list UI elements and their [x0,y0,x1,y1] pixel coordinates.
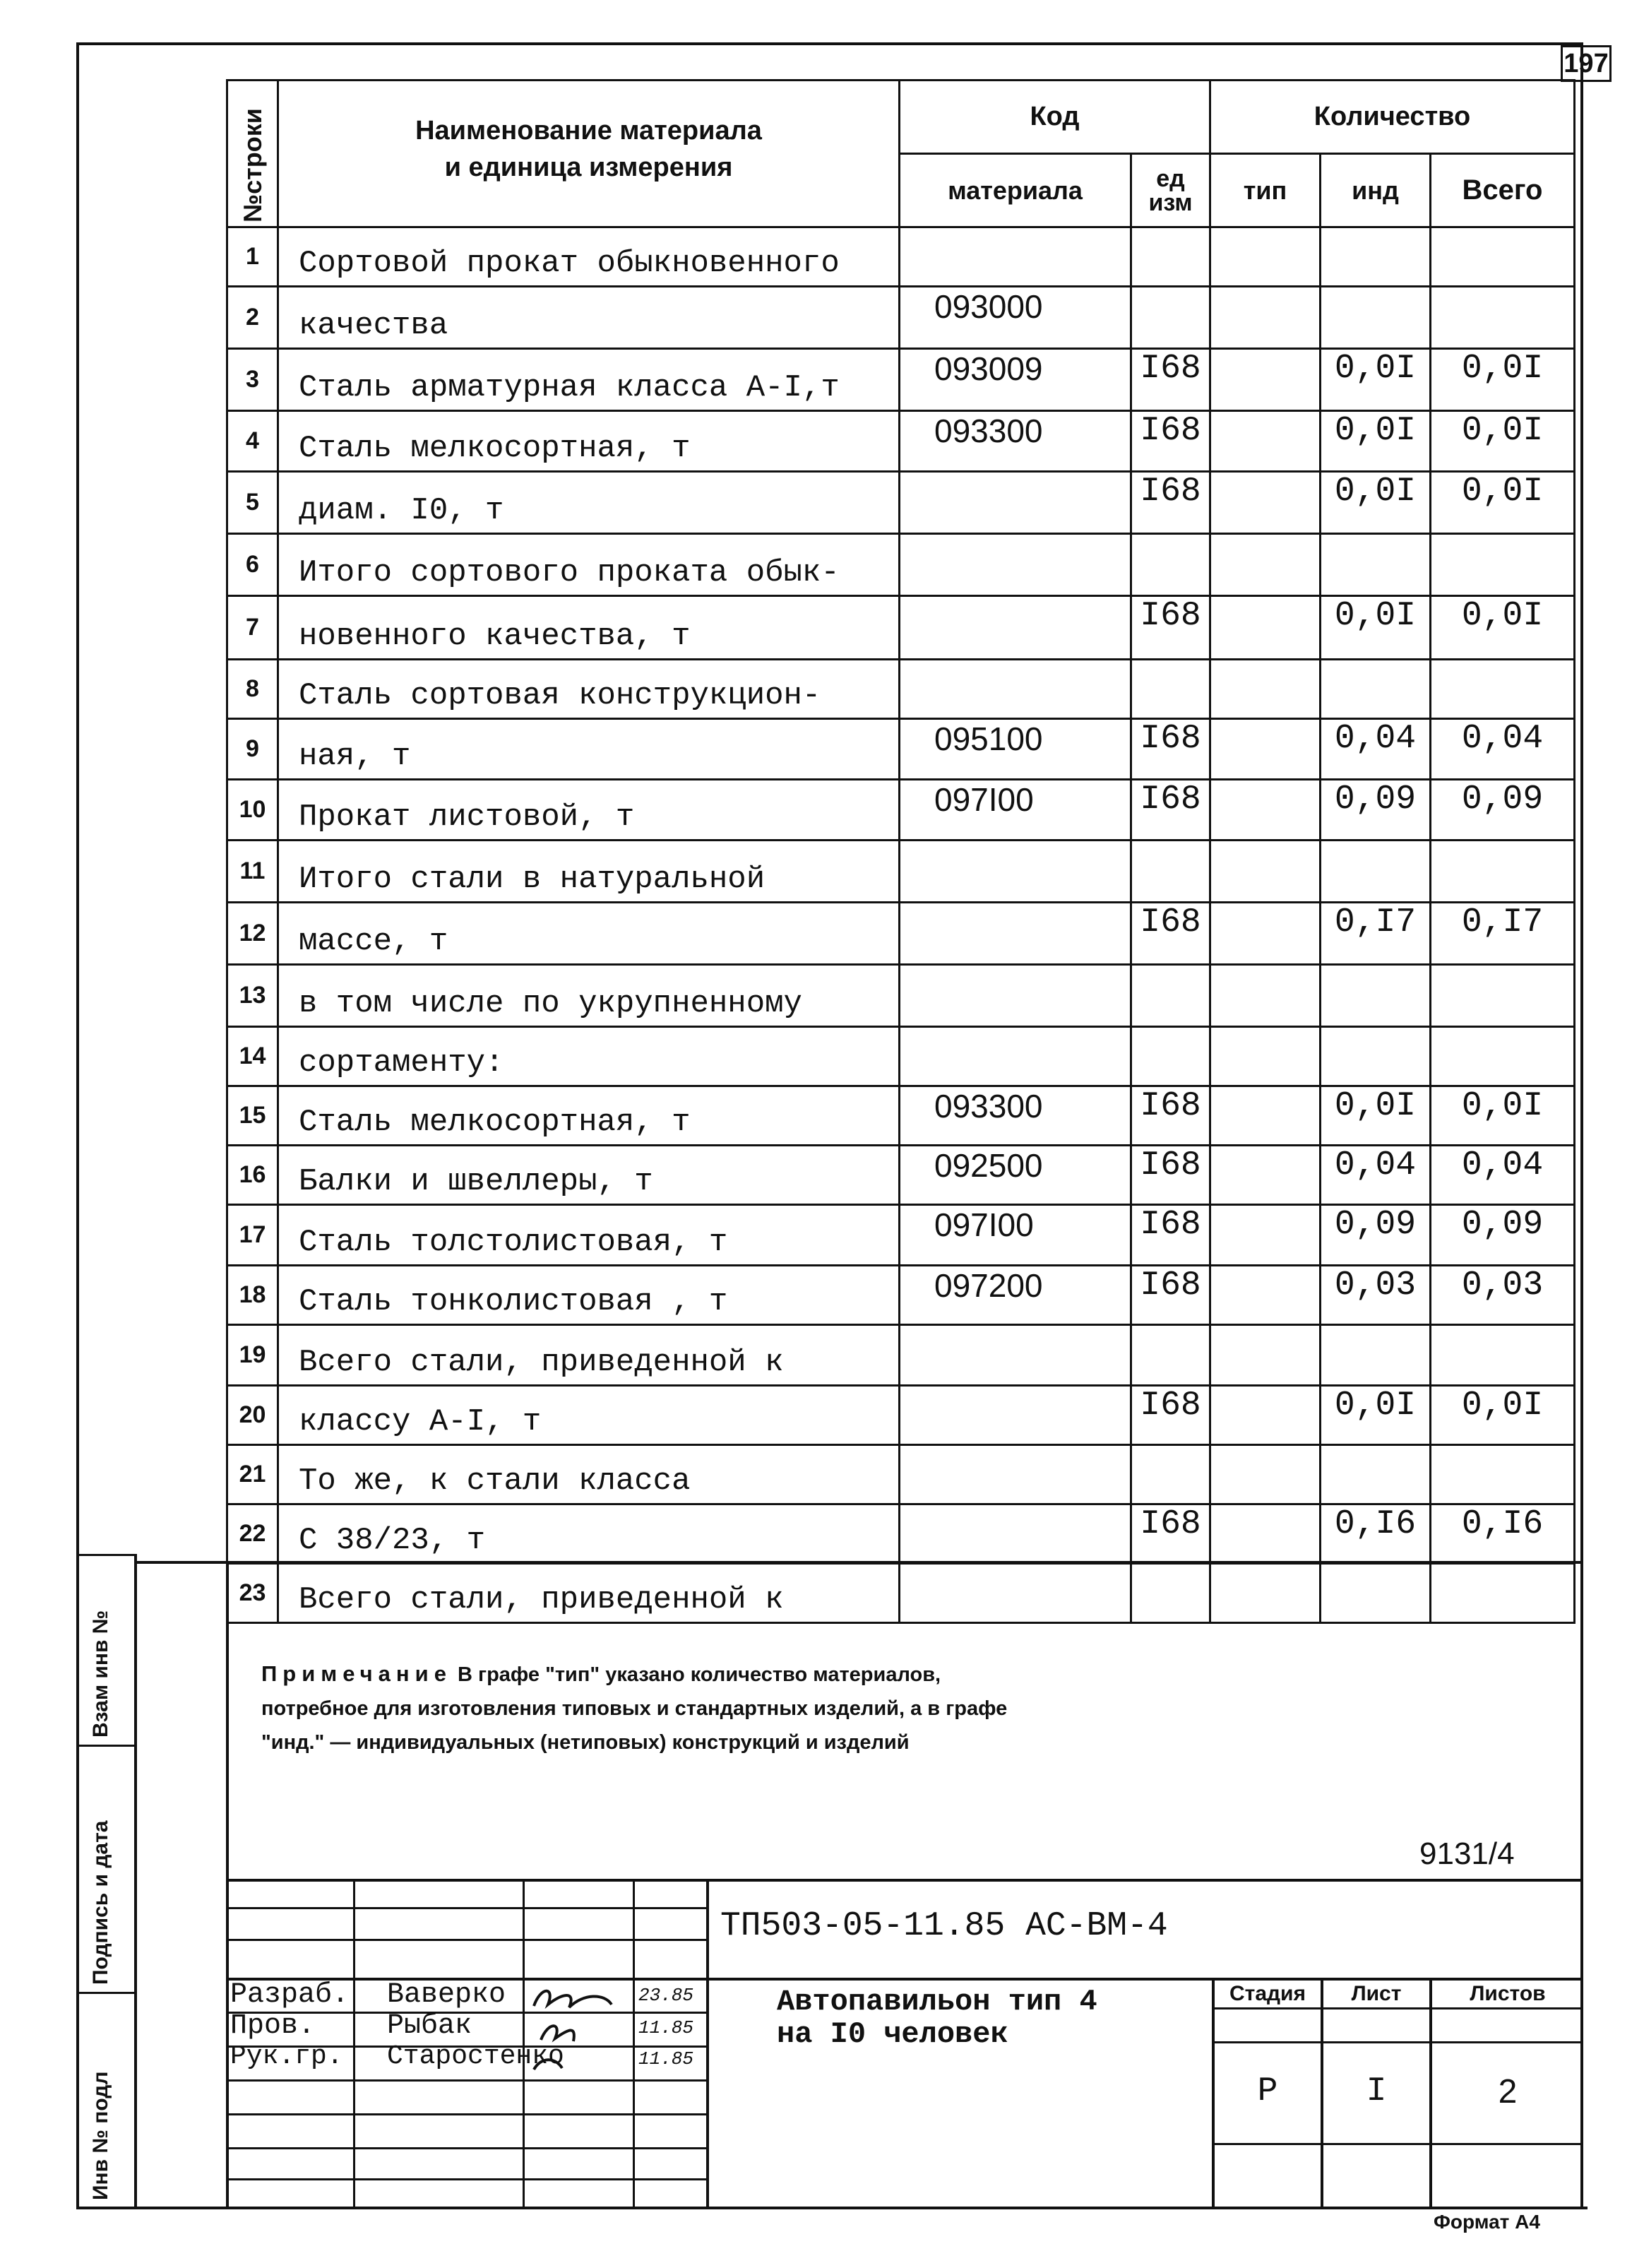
side-column-line [134,1554,137,2207]
doc-code: ТП503-05-11.85 АС-ВМ-4 [720,1907,1168,1945]
table-row [227,1386,1575,1445]
qty-type [1210,1086,1321,1146]
material-name: диам. I0, т [278,472,900,534]
tb-h [1212,2041,1583,2043]
table-row [227,660,1575,719]
note-text: В графе "тип" указано количество материалов, потребное для изготовления типовых и стандартных изделий, а в графе "инд." — индивидуальных (нетиповых) конструкций и изделий [261,1663,1008,1754]
frame-right-line [1580,42,1583,2209]
qty-ind [1321,1027,1431,1086]
row-number: 10 [227,780,278,841]
page-number: 197 [1561,45,1612,82]
materials-table [226,79,1576,1624]
material-name: Итого стали в натуральной [278,841,900,903]
material-name: Сталь мелкосортная, т [278,1086,900,1146]
material-code [900,596,1131,660]
unit-code: I68 [1131,1386,1210,1445]
qty-type [1210,1445,1321,1504]
qty-ind: 0,0I [1321,472,1431,534]
unit-code [1131,1445,1210,1504]
qty-type [1210,719,1321,780]
stage-value: Р [1257,2072,1278,2110]
table-row [227,1445,1575,1504]
qty-total: 0,0I [1431,472,1575,534]
sheet-label: Лист [1351,1982,1402,2005]
unit-code [1131,1564,1210,1623]
unit-code: I68 [1131,1266,1210,1325]
table-row [227,1146,1575,1205]
side-label-sign-date: Подпись и дата [89,1820,112,1985]
row-number: 22 [227,1504,278,1564]
material-code: 093009 [900,349,1131,411]
table-row [227,1564,1575,1623]
qty-total [1431,287,1575,349]
unit-code: I68 [1131,1205,1210,1266]
qty-type [1210,287,1321,349]
row-number: 8 [227,660,278,719]
row-number: 7 [227,596,278,660]
table-row [227,841,1575,903]
material-code [900,1504,1131,1564]
table-row [227,227,1575,287]
table-body [227,227,1575,1623]
qty-type [1210,1325,1321,1386]
material-name: То же, к стали класса [278,1445,900,1504]
material-code: 097I00 [900,1205,1131,1266]
material-name: массе, т [278,903,900,965]
sheet-code: 9131/4 [1419,1836,1515,1871]
qty-type [1210,660,1321,719]
material-name: Сталь толстолистовая, т [278,1205,900,1266]
material-name: Сталь мелкосортная, т [278,411,900,472]
qty-ind: 0,0I [1321,411,1431,472]
tb-v-main [706,1879,709,2207]
material-code [900,1386,1131,1445]
material-name: Сортовой прокат обыкновенного [278,227,900,287]
qty-type [1210,1504,1321,1564]
material-name: Всего стали, приведенной к [278,1564,900,1623]
table-row [227,1504,1575,1564]
material-name: новенного качества, т [278,596,900,660]
qty-total: 0,0I [1431,1086,1575,1146]
qty-total: 0,04 [1431,1146,1575,1205]
qty-type [1210,1386,1321,1445]
qty-total [1431,841,1575,903]
role-1: Разраб. [230,1979,350,2011]
note-top-line [134,1561,1583,1564]
format-label: Формат А4 [1434,2211,1540,2233]
sheets-label: Листов [1470,1982,1546,2005]
qty-ind: 0,I7 [1321,903,1431,965]
qty-type [1210,534,1321,596]
qty-type [1210,1146,1321,1205]
qty-total: 0,0I [1431,1386,1575,1445]
qty-ind: 0,0I [1321,596,1431,660]
material-code: 093000 [900,287,1131,349]
note-lead: Примечание [261,1661,452,1686]
row-number: 2 [227,287,278,349]
unit-code: I68 [1131,411,1210,472]
material-name: классу A-I, т [278,1386,900,1445]
row-number: 17 [227,1205,278,1266]
unit-code [1131,534,1210,596]
material-code [900,227,1131,287]
side-label-inv-orig: Инв № подл [89,2071,112,2200]
material-code [900,903,1131,965]
qty-total [1431,660,1575,719]
qty-type [1210,472,1321,534]
table-row [227,1086,1575,1146]
row-number: 18 [227,1266,278,1325]
qty-type [1210,596,1321,660]
material-code: 097200 [900,1266,1131,1325]
table-row [227,719,1575,780]
material-code: 092500 [900,1146,1131,1205]
qty-type [1210,1564,1321,1623]
material-name: Сталь арматурная класса A-I,т [278,349,900,411]
material-code: 097I00 [900,780,1131,841]
row-number: 9 [227,719,278,780]
row-number: 13 [227,965,278,1027]
qty-total: 0,I7 [1431,903,1575,965]
stage-label: Стадия [1229,1982,1306,2005]
qty-ind [1321,534,1431,596]
header-code-unit: ед изм [1131,154,1210,227]
qty-type [1210,1027,1321,1086]
qty-ind: 0,0I [1321,1386,1431,1445]
material-name: Сталь тонколистовая , т [278,1266,900,1325]
table-row [227,1205,1575,1266]
qty-ind [1321,965,1431,1027]
tb-v [633,1879,635,2207]
qty-total [1431,1445,1575,1504]
date-2: 11.85 [638,2017,694,2038]
table-row [227,411,1575,472]
qty-total: 0,I6 [1431,1504,1575,1564]
table-row [227,965,1575,1027]
unit-code: I68 [1131,349,1210,411]
qty-total: 0,09 [1431,1205,1575,1266]
header-qty-total: Всего [1431,154,1575,227]
row-number: 6 [227,534,278,596]
qty-type [1210,841,1321,903]
material-name: сортаменту: [278,1027,900,1086]
row-number: 4 [227,411,278,472]
qty-type [1210,903,1321,965]
material-name: в том числе по укрупненному [278,965,900,1027]
qty-ind: 0,0I [1321,1086,1431,1146]
side-divider [76,1745,137,1747]
tb-h [1212,2007,1583,2009]
header-name: Наименование материала и единица измерения [278,81,900,227]
unit-code: I68 [1131,903,1210,965]
tb-top-line [226,1879,1583,1882]
qty-total: 0,0I [1431,596,1575,660]
qty-total [1431,227,1575,287]
sheet-value: I [1366,2072,1387,2110]
qty-type [1210,411,1321,472]
table-row [227,287,1575,349]
material-code: 093300 [900,411,1131,472]
row-number: 15 [227,1086,278,1146]
date-3: 11.85 [638,2048,694,2070]
qty-ind: 0,03 [1321,1266,1431,1325]
unit-code: I68 [1131,719,1210,780]
material-code [900,1027,1131,1086]
material-name: качества [278,287,900,349]
qty-total [1431,1564,1575,1623]
unit-code: I68 [1131,1504,1210,1564]
material-code: 093300 [900,1086,1131,1146]
unit-code: I68 [1131,1146,1210,1205]
table-row [227,1325,1575,1386]
qty-total: 0,0I [1431,411,1575,472]
table-row [227,472,1575,534]
sheets-value: 2 [1498,2073,1518,2110]
qty-ind [1321,841,1431,903]
row-number: 3 [227,349,278,411]
unit-code [1131,1027,1210,1086]
row-number: 16 [227,1146,278,1205]
side-label-inv-replace: Взам инв № [89,1610,112,1738]
table-row [227,1027,1575,1086]
qty-total [1431,534,1575,596]
material-code [900,1445,1131,1504]
unit-code [1131,227,1210,287]
tb-h [1212,2143,1583,2145]
row-number: 5 [227,472,278,534]
qty-type [1210,1266,1321,1325]
qty-ind: 0,04 [1321,1146,1431,1205]
qty-total: 0,03 [1431,1266,1575,1325]
header-qty-type: тип [1210,154,1321,227]
frame-bottom-line [76,2207,1588,2209]
tb-v [353,1879,355,2207]
material-name: С 38/23, т [278,1504,900,1564]
material-code [900,660,1131,719]
qty-ind [1321,660,1431,719]
side-divider [76,1554,137,1556]
name-1: Ваверко [387,1979,506,2011]
qty-ind [1321,1325,1431,1386]
qty-type [1210,780,1321,841]
qty-ind [1321,227,1431,287]
qty-ind: 0,I6 [1321,1504,1431,1564]
material-code [900,534,1131,596]
role-3: Рук.гр. [230,2041,343,2072]
unit-code [1131,287,1210,349]
qty-type [1210,965,1321,1027]
header-row-no: №строки [227,81,278,227]
header-code-material: материала [900,154,1131,227]
material-code [900,841,1131,903]
row-number: 1 [227,227,278,287]
qty-total: 0,0I [1431,349,1575,411]
date-1: 23.85 [638,1985,694,2006]
row-number: 11 [227,841,278,903]
material-name: Всего стали, приведенной к [278,1325,900,1386]
qty-ind: 0,09 [1321,780,1431,841]
table-row [227,780,1575,841]
unit-code: I68 [1131,1086,1210,1146]
qty-total: 0,04 [1431,719,1575,780]
title-line2: на I0 человек [777,2017,1008,2051]
name-2: Рыбак [387,2010,472,2042]
header-code-group: Код [900,81,1210,154]
unit-code [1131,965,1210,1027]
row-number: 12 [227,903,278,965]
qty-type [1210,227,1321,287]
material-name: ная, т [278,719,900,780]
qty-total [1431,965,1575,1027]
material-name: Балки и швеллеры, т [278,1146,900,1205]
unit-code: I68 [1131,596,1210,660]
note [261,1657,1038,1759]
material-code [900,1325,1131,1386]
qty-ind: 0,04 [1321,719,1431,780]
qty-type [1210,1205,1321,1266]
note-left-line [226,1561,229,2207]
table-row [227,596,1575,660]
material-name: Прокат листовой, т [278,780,900,841]
header-qty-group: Количество [1210,81,1575,154]
side-divider [76,1992,137,1994]
unit-code [1131,841,1210,903]
qty-total [1431,1325,1575,1386]
row-number: 14 [227,1027,278,1086]
unit-code: I68 [1131,780,1210,841]
header-qty-ind: инд [1321,154,1431,227]
row-number: 23 [227,1564,278,1623]
qty-type [1210,349,1321,411]
material-name: Сталь сортовая конструкцион- [278,660,900,719]
signature-scribbles [527,1979,631,2078]
material-code [900,965,1131,1027]
material-code: 095100 [900,719,1131,780]
unit-code [1131,660,1210,719]
row-number: 19 [227,1325,278,1386]
table-row [227,1266,1575,1325]
qty-ind: 0,09 [1321,1205,1431,1266]
qty-ind [1321,1445,1431,1504]
qty-ind [1321,1564,1431,1623]
unit-code: I68 [1131,472,1210,534]
material-code [900,1564,1131,1623]
name-3: Старостенко [387,2041,564,2072]
table-row [227,903,1575,965]
material-name: Итого сортового проката обык- [278,534,900,596]
qty-total: 0,09 [1431,780,1575,841]
qty-ind [1321,287,1431,349]
row-number: 20 [227,1386,278,1445]
table-row [227,349,1575,411]
role-2: Пров. [230,2010,316,2042]
title-line1: Автопавильон тип 4 [777,1985,1097,2019]
row-number: 21 [227,1445,278,1504]
qty-total [1431,1027,1575,1086]
table-row [227,534,1575,596]
unit-code [1131,1325,1210,1386]
material-code [900,472,1131,534]
qty-ind: 0,0I [1321,349,1431,411]
